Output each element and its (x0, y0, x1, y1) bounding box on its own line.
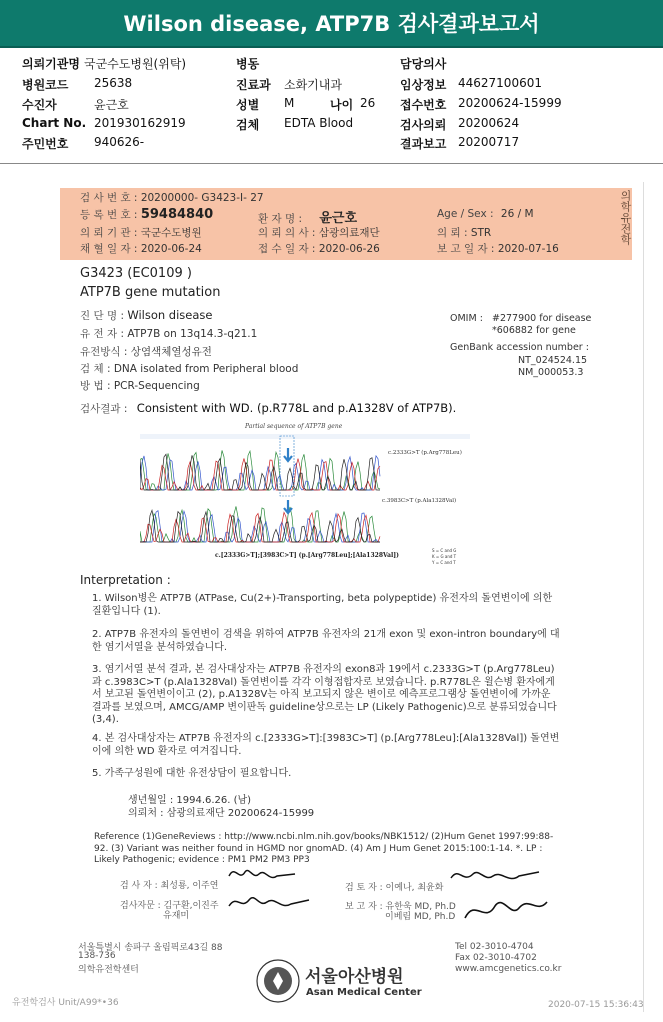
side-label: 의학유전학 (619, 190, 632, 245)
doctor-field: 담당의사 (400, 57, 447, 71)
interpretation-4: 4. 본 검사대상자는 ATP7B 유전자의 c.[2333G>T]:[3983C>T] (p.[Arg778Leu]:[Ala1328Val]) 돌연변이에 의한 WD 환자로 여겨집니다. (92, 733, 560, 757)
dept-field: 진료과 소화기내과 (236, 78, 342, 92)
report-banner: Wilson disease, ATP7B 검사결과보고서 (0, 0, 663, 48)
dx-value: Wilson disease (127, 308, 213, 322)
website: www.amcgenetics.co.kr (455, 964, 562, 974)
reg-no-value: 59484840 (140, 207, 214, 222)
age-field: 나이 26 (330, 96, 376, 112)
gene-label: 유 전 자 : (80, 328, 124, 340)
report-date-value: 2020-07-16 (497, 243, 559, 255)
receipt-no-field: 접수번호 20200624-15999 (400, 96, 562, 112)
method-value: PCR-Sequencing (113, 380, 200, 392)
trace-2 (140, 506, 380, 542)
tester-label: 검 사 자 : 최성룡, 이주연 (120, 881, 219, 891)
test-name: ATP7B gene mutation (80, 285, 221, 300)
hospital-name-kr: 서울아산병원 (305, 967, 404, 987)
receipt-date-label: 접 수 일 자 : (258, 243, 316, 255)
hospital-code-field: 병원코드 25638 (22, 76, 133, 92)
omim-label: OMIM : (450, 313, 483, 324)
sex-field: 성별 M (236, 96, 295, 112)
clinical-info-field: 임상정보 44627100601 (400, 76, 542, 92)
reg-no-label: 등 록 번 호 : (80, 209, 138, 221)
omim-gene: *606882 for gene (492, 325, 576, 336)
legend-k: K = G and T (432, 554, 457, 559)
reporter-signature (455, 888, 555, 928)
req-doc-label: 의 뢰 의 사 : (258, 227, 316, 239)
inherit-label: 유전방식 : (80, 346, 128, 358)
id-number-field: 주민번호 940626- (22, 135, 145, 151)
fax: Fax 02-3010-4702 (455, 953, 537, 963)
specimen-label: 검 체 : (80, 363, 111, 375)
chromatogram-caption: c.[2333G>T];[3983C>T] (p.[Arg778Leu];[Ala1328Val]) (215, 552, 399, 559)
hospital-seal (255, 958, 301, 1004)
result-value: Consistent with WD. (p.R778L and p.A1328V of ATP7B). (136, 401, 457, 415)
ward-field: 병동 (236, 57, 260, 71)
genbank-nt: NT_024524.15 (518, 355, 588, 366)
hospital-field: 의뢰기관명 국군수도병원(위탁) (22, 57, 187, 71)
chart-no-field: Chart No. 201930162919 (22, 116, 186, 130)
address-1: 서울특별시 송파구 올림픽로43길 88 (78, 943, 223, 953)
specimen-value: DNA isolated from Peripheral blood (113, 363, 299, 375)
interpretation-2: 2. ATP7B 유전자의 돌연변이 검색을 위하여 ATP7B 유전자의 21개 exon 및 exon-intron boundary에 대한 염기서열을 분석하였습니다. (92, 629, 560, 653)
references: Reference (1)GeneReviews : http://www.ncbi.nlm.nih.gov/books/NBK1512/ (2)Hum Genet 1997:99:88-92. (3) Variant was neither found in HGMD nor gnomAD. (4) Am J Hum Genet 2015:100:1-14. *. LP : Likely Pathogenic; evidence : PM1 PM2 PM3 PP3 (94, 832, 554, 865)
mutation-arrow-2 (284, 500, 292, 513)
reviewer-label: 검 토 자 : 이예나, 최윤화 (345, 883, 444, 893)
request-date-field: 검사의뢰 20200624 (400, 116, 520, 132)
interpretation-5: 5. 가족구성원에 대한 유전상담이 필요합니다. (92, 768, 292, 779)
report-date-field: 결과보고 20200717 (400, 135, 520, 151)
omim-disease: #277900 for disease (492, 313, 592, 324)
patient-field: 수진자 윤근호 (22, 98, 129, 112)
form-code: 유전학검사 Unit/A99*•36 (12, 998, 119, 1008)
advisor-signature (225, 888, 315, 916)
ward-value: STR (470, 227, 492, 239)
agesex-label: Age / Sex : (437, 208, 494, 220)
ward-label: 의 뢰 : (437, 227, 468, 239)
header-divider (0, 163, 663, 164)
mutation-arrow-1 (284, 448, 292, 461)
receipt-date-value: 2020-06-26 (318, 243, 380, 255)
result-label: 검사결과 : (80, 403, 128, 415)
inherit-value: 상염색체열성유전 (130, 346, 212, 358)
address-3: 의학유전학센터 (78, 965, 139, 975)
interpretation-title: Interpretation : (80, 573, 171, 587)
tel: Tel 02-3010-4704 (455, 942, 534, 952)
address-2: 138-736 (78, 951, 116, 961)
chromatogram-title: Partial sequence of ATP7B gene (245, 423, 343, 430)
hospital-name-en: Asan Medical Center (306, 987, 422, 998)
agesex-value: 26 / M (500, 208, 534, 220)
genbank-nm: NM_000053.3 (518, 367, 584, 378)
dx-label: 진 단 명 : (80, 310, 124, 322)
chromatogram (140, 418, 470, 578)
exam-no-value: 20200000- G3423-I- 27 (140, 192, 264, 204)
req-inst-label: 의 뢰 기 관 : (80, 227, 138, 239)
advisor-2: 유재미 (163, 911, 190, 921)
referral: 의뢰처 : 삼광의료재단 20200624-15999 (128, 808, 315, 819)
reviewer-signature (445, 862, 545, 890)
exam-no-label: 검 사 번 호 : (80, 192, 138, 204)
trace-1 (140, 450, 380, 490)
genbank-label: GenBank accession number : (450, 342, 589, 353)
specimen-field: 검체 EDTA Blood (236, 116, 354, 132)
tester-signature (225, 862, 305, 888)
print-timestamp: 2020-07-15 15:36:43 (548, 1000, 644, 1010)
req-doc-value: 삼광의료재단 (318, 227, 380, 239)
advisor-label: 검사자문 : 김구환,이진주 (120, 901, 219, 911)
chromatogram-label-1: c.2333G>T (p.Arg778Leu) (388, 450, 462, 456)
legend-s: S = C and G (432, 548, 457, 553)
method-label: 방 법 : (80, 380, 111, 392)
patient-name-value: 윤근호 (319, 211, 358, 226)
patient-name-label: 환 자 명 : (258, 213, 302, 225)
gene-value: ATP7B on 13q14.3-q21.1 (127, 328, 258, 340)
legend-y: Y = C and T (432, 560, 456, 565)
chromatogram-label-2: c.3983C>T (p.Ala1328Val) (382, 498, 457, 504)
collect-date-value: 2020-06-24 (140, 243, 202, 255)
interpretation-3: 3. 염기서열 분석 결과, 본 검사대상자는 ATP7B 유전자의 exon8과 19에서 c.2333G>T (p.Arg778Leu)과 c.3983C>T (p.Ala1328Val) 돌연변이를 각각 이형접합자로 보였습니다. p.R778L은 윌슨병 환자에게서 보고된 돌연변이이고 (2), p.A1328V는 아직 보고되지 않은 변이로 예측프로그램상 돌연변이에 가까운 결과를 보였으며, AMCG/AMP 변이판독 guideline상으로는 LP (Likely Pathogenic)으로 분류되었습니다 (3,4). (92, 664, 557, 725)
collect-date-label: 채 혈 일 자 : (80, 243, 138, 255)
report-date-label: 보 고 일 자 : (437, 243, 495, 255)
test-code: G3423 (EC0109 ) (80, 266, 192, 281)
reporter-label: 보 고 자 : 유한욱 MD, Ph.D (345, 902, 456, 912)
interpretation-1: 1. Wilson병은 ATP7B (ATPase, Cu(2+)-Transporting, beta polypeptide) 유전자의 돌연변이에 의한 질환입니다 (1). (92, 593, 553, 617)
req-inst-value: 국군수도병원 (140, 227, 202, 239)
reporter-2: 이베림 MD, Ph.D (385, 912, 456, 922)
birth-date: 생년월일 : 1994.6.26. (남) (128, 795, 252, 806)
